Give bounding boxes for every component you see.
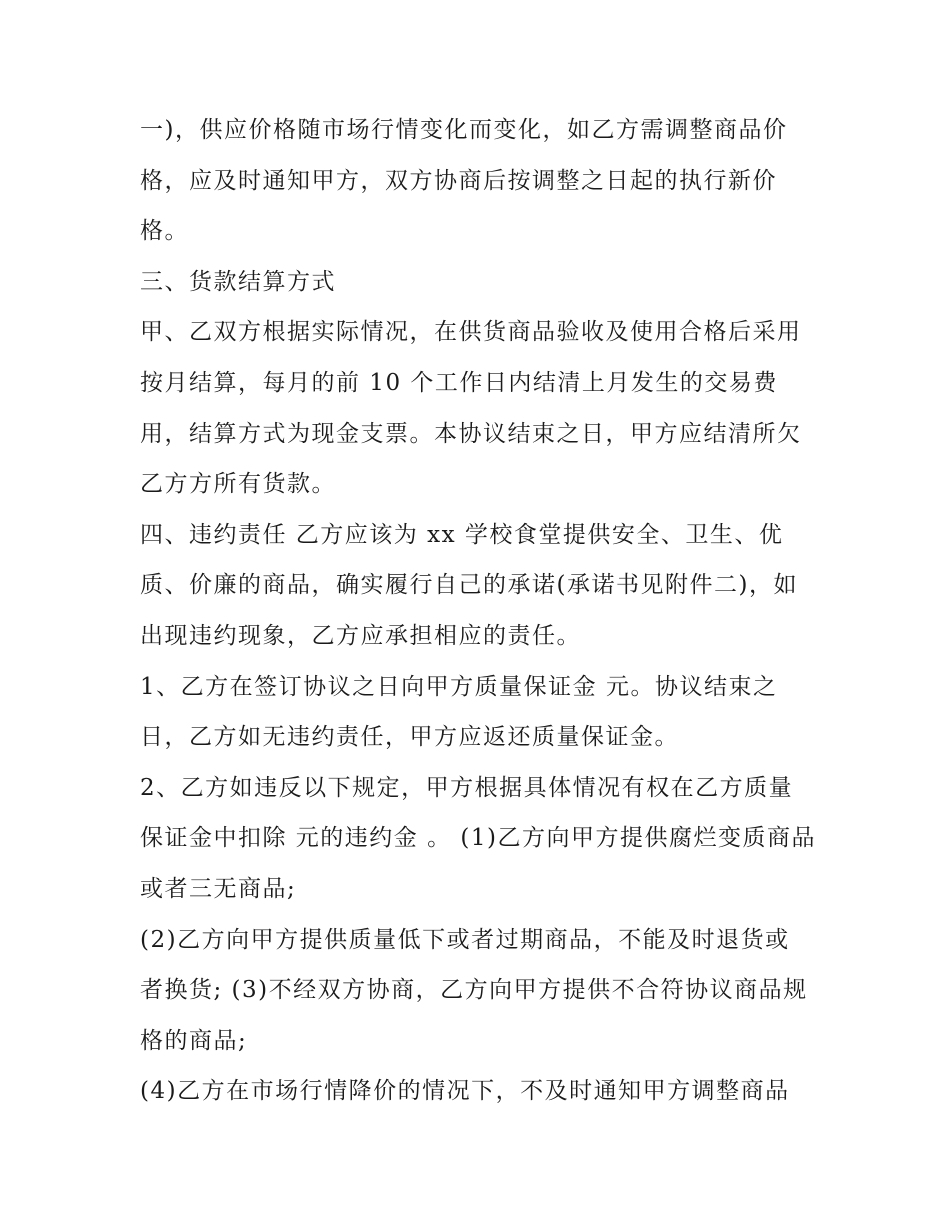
text-line: 者换货; (3)不经双方协商，乙方向甲方提供不合符协议商品规 [140, 977, 808, 1003]
text-line: 日，乙方如无违约责任，甲方应返还质量保证金。 [140, 724, 679, 750]
text-line: 保证金中扣除 元的违约金 。 (1)乙方向甲方提供腐烂变质商品 [140, 825, 817, 851]
text-line: 一)，供应价格随市场行情变化而变化，如乙方需调整商品价 [140, 117, 788, 143]
text-line: (2)乙方向甲方提供质量低下或者过期商品，不能及时退货或 [140, 927, 790, 953]
text-line: 出现违约现象，乙方应承担相应的责任。 [140, 623, 581, 649]
text-line: 格。 [140, 218, 189, 244]
text-line: 2、乙方如违反以下规定，甲方根据具体情况有权在乙方质量 [140, 775, 794, 801]
text-line: (4)乙方在市场行情降价的情况下，不及时通知甲方调整商品 [140, 1078, 790, 1104]
text-line: 1、乙方在签订协议之日向甲方质量保证金 元。协议结束之 [140, 674, 778, 700]
text-line: 按月结算，每月的前 10 个工作日内结清上月发生的交易费 [140, 370, 778, 396]
text-line: 乙方方所有货款。 [140, 471, 336, 497]
section-heading: 三、货款结算方式 [140, 269, 336, 295]
text-line: 甲、乙双方根据实际情况，在供货商品验收及使用合格后采用 [140, 319, 802, 345]
text-line: 或者三无商品; [140, 876, 297, 902]
text-line: 格，应及时通知甲方，双方协商后按调整之日起的执行新价 [140, 168, 777, 194]
text-line: 用，结算方式为现金支票。本协议结束之日，甲方应结清所欠 [140, 421, 802, 447]
text-line: 格的商品; [140, 1028, 248, 1054]
section-heading: 四、违约责任 乙方应该为 xx 学校食堂提供安全、卫生、优 [140, 522, 784, 548]
text-line: 质、价廉的商品，确实履行自己的承诺(承诺书见附件二)，如 [140, 572, 798, 598]
